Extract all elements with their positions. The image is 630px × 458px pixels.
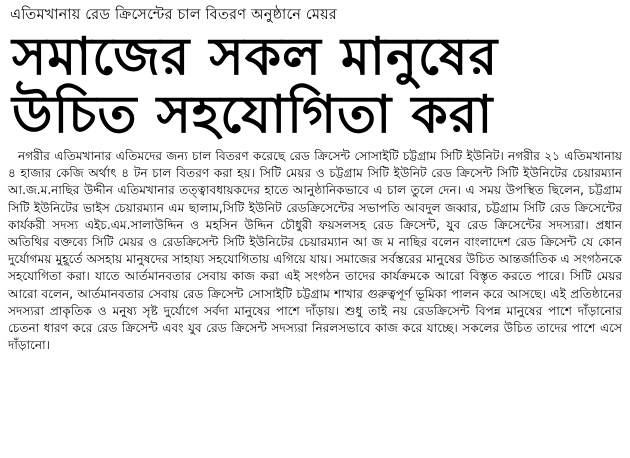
article-paragraph: নগরীর এতিমখানার এতিমদের জন্য চাল বিতরণ করেছে রেড ক্রিসেন্ট সোসাইটি চট্টগ্রাম সিটি ইউনিট। নগরীর ২১ এতিমখানায় ৪ হাজার কেজি অর্থাৎ ৪ টন চাল বিতরণ করা হয়। সিটি মেয়র ও চট্টগ্রাম সিটি ইউনিট রেড ক্রিসেন্ট সিটি ইউনিটের চেয়ারম্যান আ.জ.ম.নাছির উদ্দীন এতিমখানার তত্ত্বাবধায়কদের হাতে আনুষ্ঠানিকভাবে এ চাল তুলে দেন। এ সময় উপস্থিত ছিলেন, চট্টগ্রাম সিটি ইউনিটের ভাইস চেয়ারম্যান এম ছালাম,সিটি ইউনিট রেডক্রিসেন্টের সভাপতি আবদুল জব্বার, চট্টগ্রাম সিটি রেড ক্রিসেন্টের কার্যকরী সদস্য এইচ.এম.সালাউদ্দিন ও মহসিন উদ্দিন চৌধুরী ফয়সলসহ রেড ক্রিসেন্ট, যুব রেড ক্রিসেন্টের সদস্যরা। প্রধান অতিথির বক্তব্যে সিটি মেয়র ও রেডক্রিসেন্ট সিটি ইউনিটের চেয়ারম্যান আ জ ম নাছির বলেন বাংলাদেশ রেড ক্রিসেন্ট যে কোন দুর্যোগময় মুহূর্তে অসহায় মানুষদের সাহায্য সহযোগিতায় এগিয়ে যায়। সমাজের সর্বস্তরের মানুষের উচিত আন্তর্জাতিক এ সংগঠনকে সহযোগিতা করা। যাতে আর্তমানবতার সেবায় কাজ করা এই সংগঠন তাদের কার্যক্রমকে আরো বিস্তৃত করতে পারে। সিটি মেয়র আরো বলেন, আর্তমানবতার সেবায় রেড ক্রিসেন্ট সোসাইটি চট্টগ্রাম শাখার গুরুত্বপূর্ণ ভূমিকা পালন করে আসছে। এই প্রতিষ্ঠানের সদস্যরা প্রাকৃতিক ও মনুষ্য সৃষ্ট দুর্যোগে সর্বদা মানুষের পাশে দাঁড়ায়। শুধু তাই নয় রেডক্রিসেন্ট বিপন্ন মানুষের পাশে দাঁড়ানোর চেতনা ধারণ করে রেড ক্রিসেন্ট এবং যুব রেড ক্রিসেন্ট সদস্যরা নিরলসভাবে কাজ করে যাচ্ছে। সকলের উচিত তাদের পাশে এসে দাঁড়ানো। <box>8 149 622 353</box>
headline-line-1: সমাজের সকল মানুষের <box>12 27 499 87</box>
headline-line-2: উচিত সহযোগিতা করা <box>12 85 494 145</box>
kicker-line: এতিমখানায় রেড ক্রিসেন্টের চাল বিতরণ অনুষ্ঠানে মেয়র <box>10 7 337 23</box>
headline <box>12 28 622 144</box>
article-body <box>8 148 622 354</box>
